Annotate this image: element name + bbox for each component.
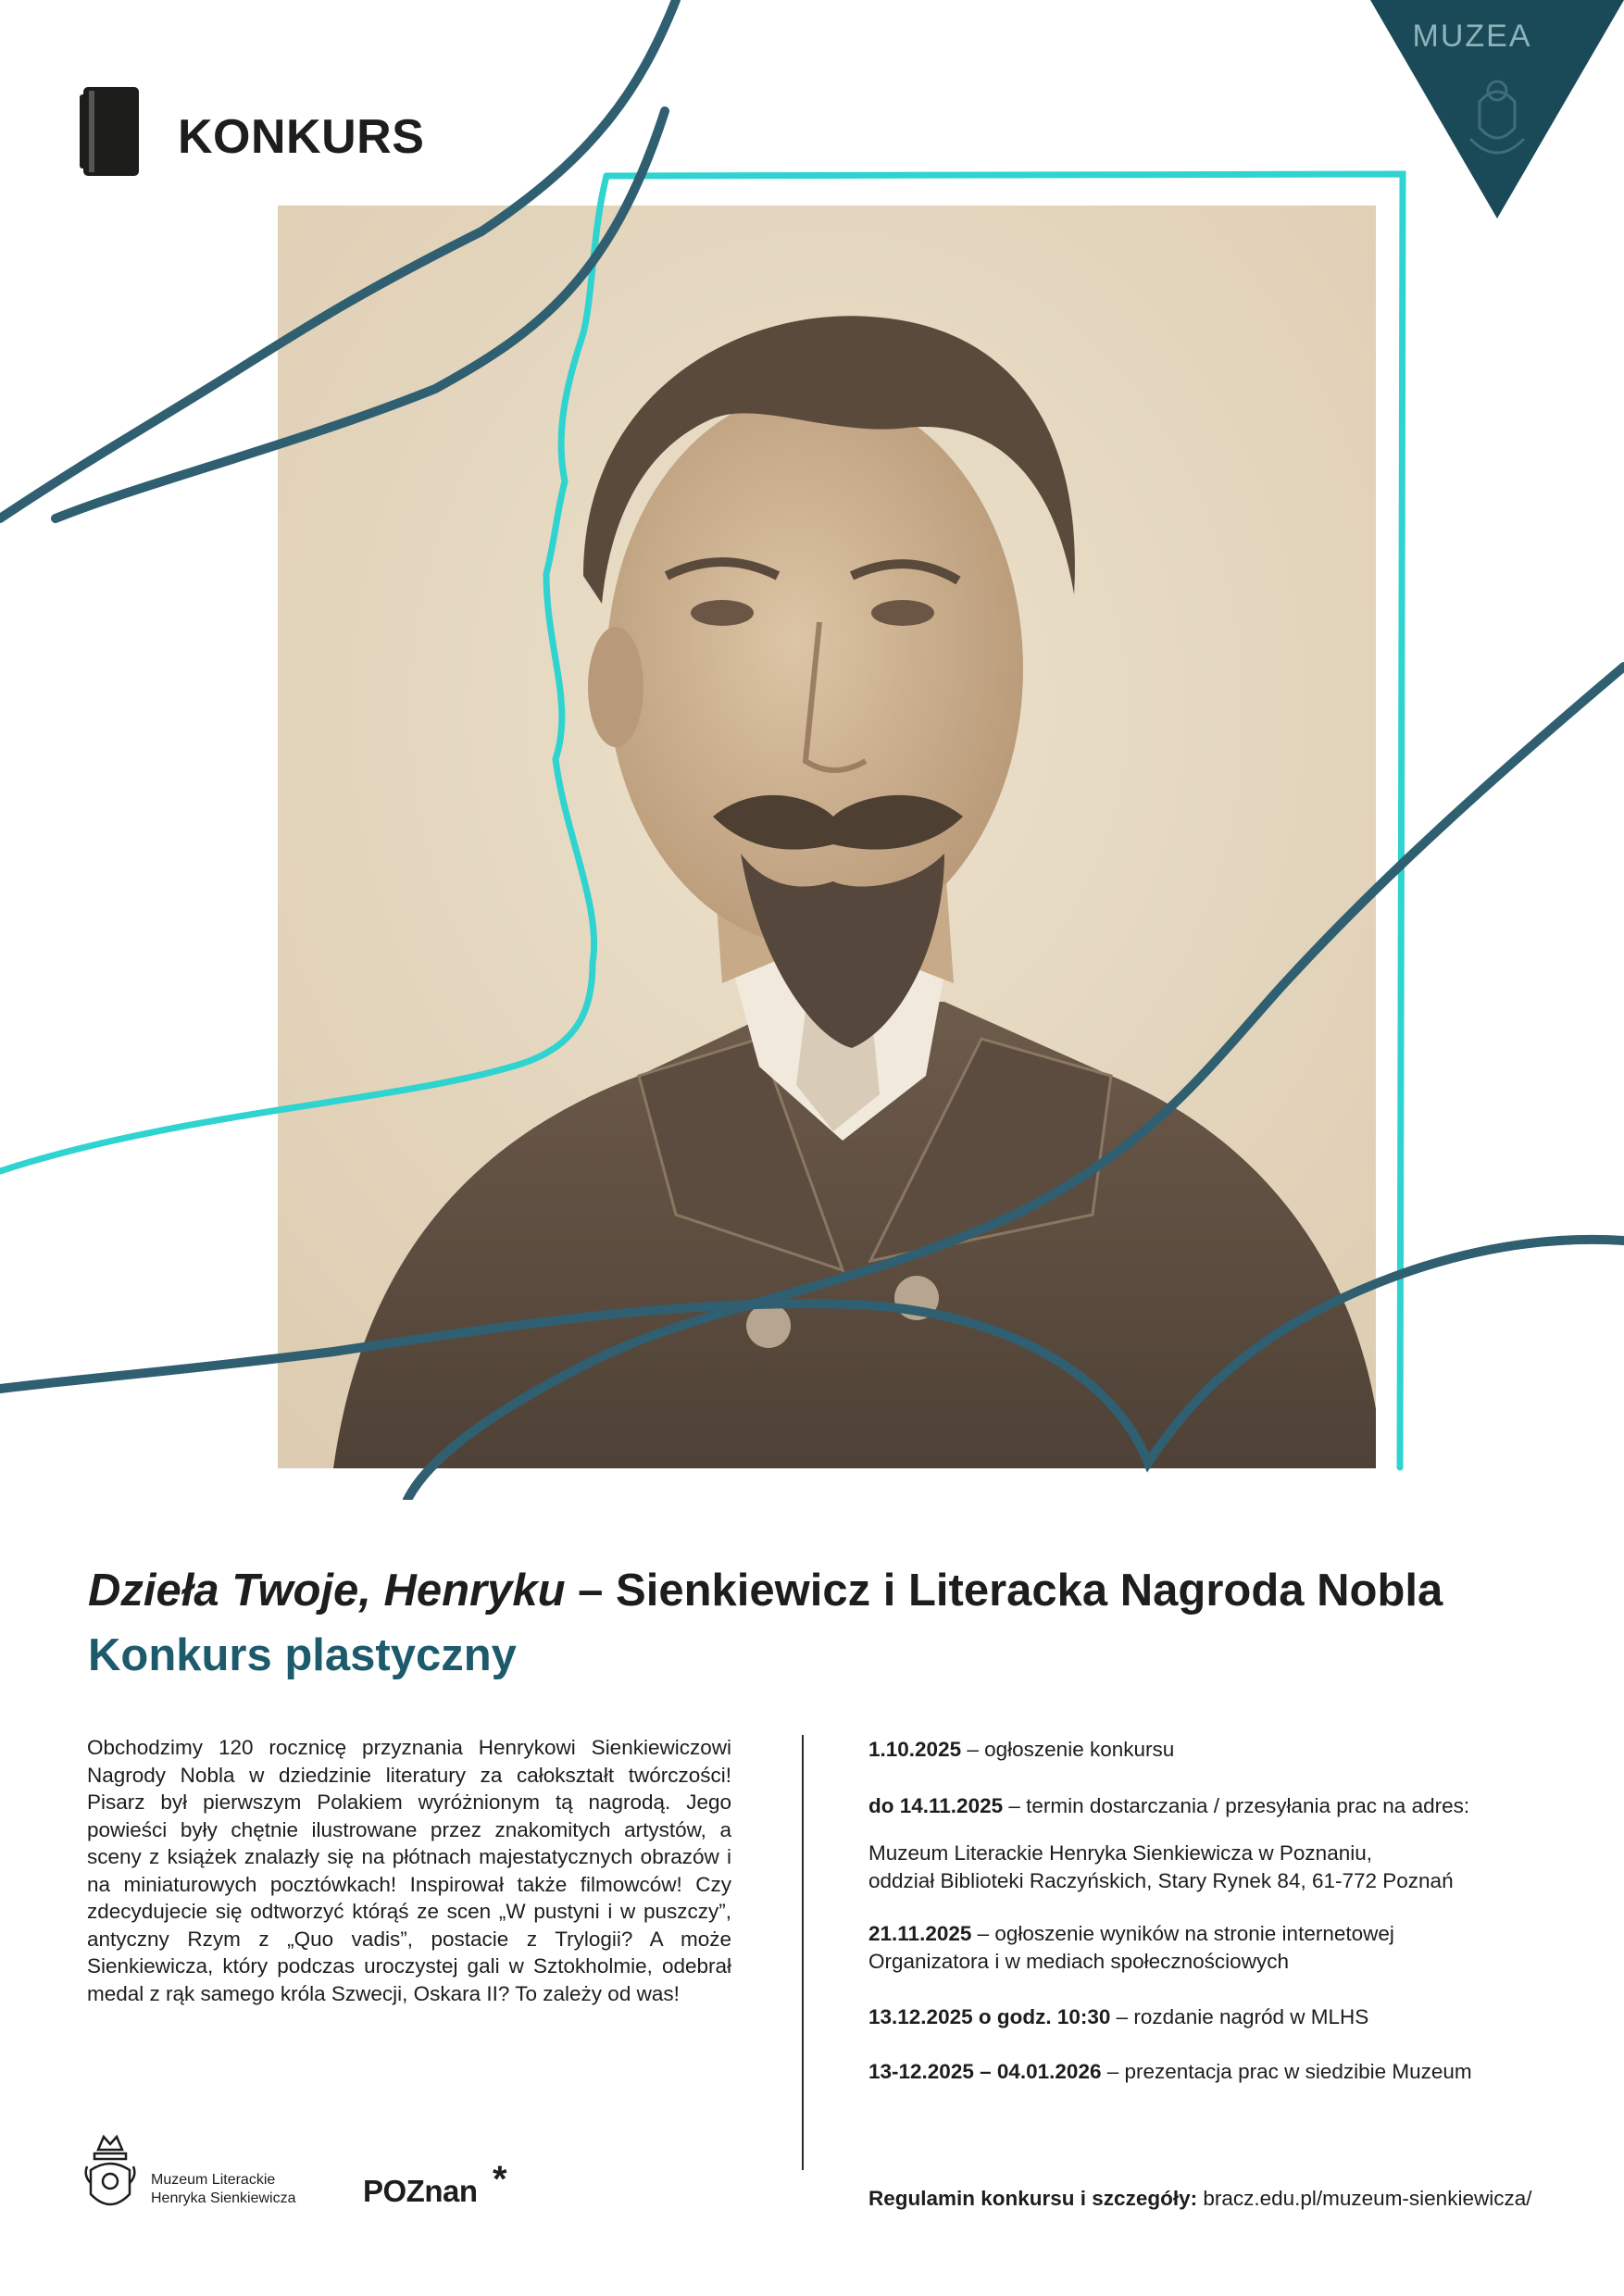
schedule-item (868, 2003, 1368, 2031)
regulamin-line (868, 2187, 1531, 2211)
muzea-label: MUZEA (1412, 19, 1532, 54)
schedule-date: do 14.11.2025 (868, 1794, 1004, 1817)
schedule-text: Organizatora i w mediach społecznościowych (868, 1950, 1289, 1973)
schedule-date: 13.12.2025 o godz. 10:30 (868, 2005, 1111, 2028)
schedule-date: 1.10.2025 (868, 1738, 962, 1761)
schedule-text: – ogłoszenie wyników na stronie internetowej (971, 1922, 1394, 1945)
column-divider (802, 1735, 804, 2170)
schedule-item (868, 1920, 1394, 1976)
schedule-item (868, 2058, 1472, 2086)
schedule-text: – prezentacja prac w siedzibie Muzeum (1101, 2060, 1472, 2083)
museum-name-line: Henryka Sienkiewicza (151, 2190, 296, 2206)
museum-crest-icon (81, 2129, 139, 2216)
sienkiewicz-portrait (278, 206, 1376, 1468)
regulamin-label: Regulamin konkursu i szczegóły: (868, 2187, 1198, 2210)
museum-name (151, 2171, 296, 2208)
schedule-date: 21.11.2025 (868, 1922, 972, 1945)
schedule-text: – rozdanie nagród w MLHS (1110, 2005, 1369, 2028)
intro-paragraph: Obchodzimy 120 rocznicę przyznania Henrykowi Sienkiewiczowi Nagrody Nobla w dziedzinie literatury za całokształt twórczości! Pisarz był pierwszym Polakiem wyróżnionym tą nagrodą. Jego powieści były chętnie ilustrowane przez znakomitych artystów, a sceny z książek znalazły się na płótnach majestatycznych obrazów i na miniaturowych pocztówkach! Inspirował także filmowców! Czy zdecydujecie się odtworzyć którąś ze scen „W pustyni i w puszczy”, antyczny Rzym z „Quo vadis”, postacie z Trylogii? A może Sienkiewicza, który podczas uroczystej gali w Sztokholmie, odebrał medal z rąk samego króla Szwecji, Oskara II? To zależy od was! (87, 1736, 731, 2005)
title-italic: Dzieła Twoje, Henryku (88, 1566, 566, 1616)
address-line: Muzeum Literackie Henryka Sienkiewicza w Poznaniu, (868, 1841, 1372, 1865)
address-line: oddział Biblioteki Raczyńskich, Stary Rynek 84, 61-772 Poznań (868, 1869, 1454, 1892)
category-heading: KONKURS (178, 110, 425, 164)
title-rest: – Sienkiewicz i Literacka Nagroda Nobla (565, 1566, 1443, 1616)
schedule-text: – ogłoszenie konkursu (961, 1738, 1175, 1761)
poznan-logo: POZnan (363, 2174, 478, 2208)
schedule-item (868, 1736, 1174, 1764)
poznan-star: * (493, 2159, 507, 2200)
schedule-date: 13-12.2025 – 04.01.2026 (868, 2060, 1102, 2083)
contest-title (88, 1565, 1443, 1616)
regulamin-link[interactable]: bracz.edu.pl/muzeum-sienkiewicza/ (1197, 2187, 1532, 2210)
delivery-address (868, 1840, 1454, 1895)
contest-subtitle: Konkurs plastyczny (88, 1630, 517, 1680)
museum-name-line: Muzeum Literackie (151, 2172, 276, 2188)
schedule-text: – termin dostarczania / przesyłania prac na adres: (1003, 1794, 1470, 1817)
book-icon (80, 87, 141, 176)
schedule-item (868, 1792, 1469, 1820)
